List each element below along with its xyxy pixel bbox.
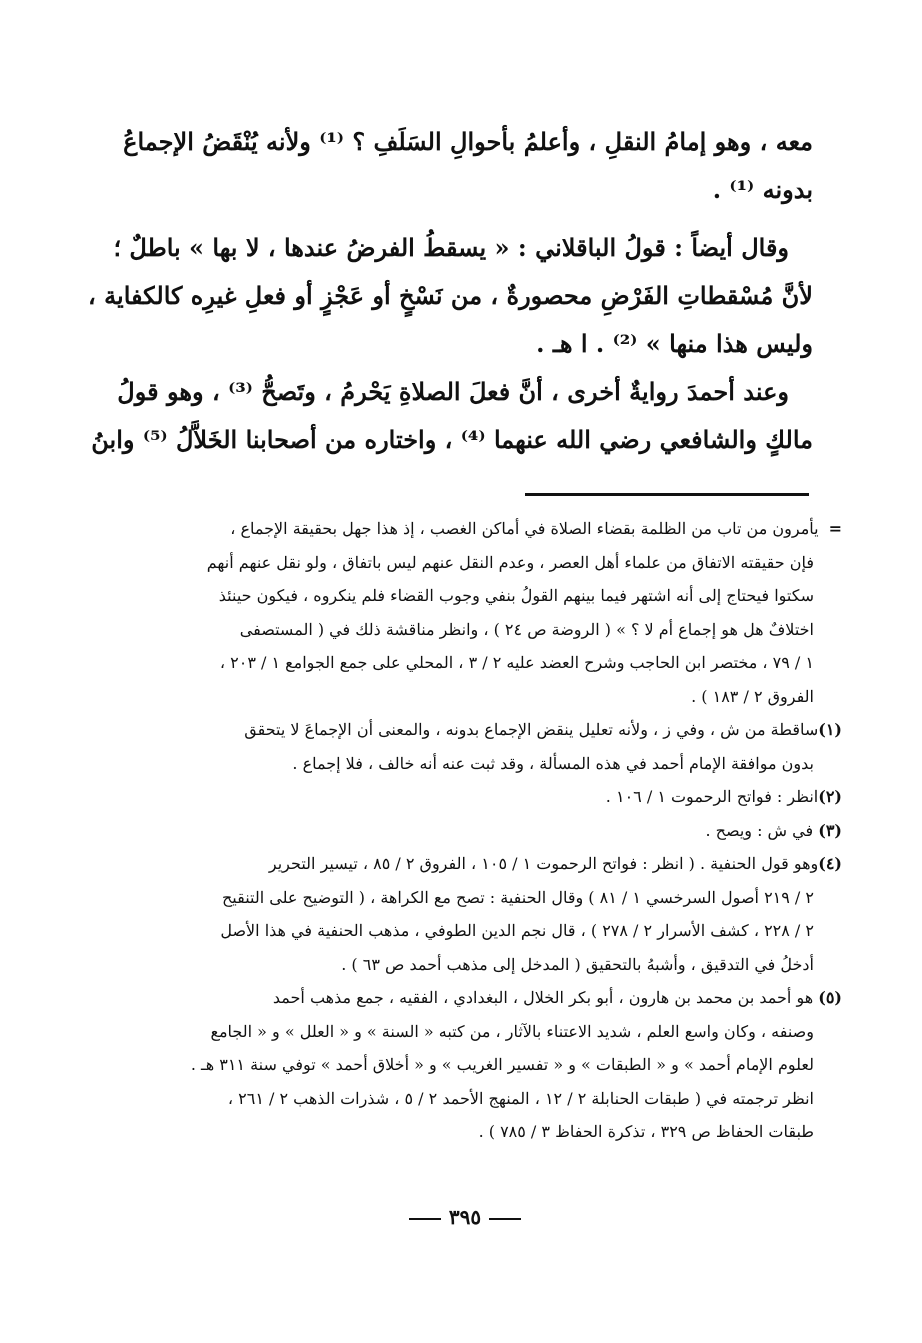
body-line: وليس هذا منها » ⁽²⁾ . ا هـ . (536, 329, 813, 358)
paragraph-2 (88, 224, 813, 368)
footnote-number: (٢) (818, 787, 842, 806)
footnote-line: (٣) في ش : ويصح . (705, 820, 842, 840)
footnote-continuation-line: ١ / ٧٩ ، مختصر ابن الحاجب وشرح العضد عليه ٢ / ٣ ، المحلي على جمع الجوامع ١ / ٢٠٣ ، (219, 653, 814, 672)
page-number (400, 1205, 530, 1229)
page-number-value: ٣٩٥ (448, 1205, 482, 1229)
footnote-continuation-line: سكتوا فيحتاج إلى أنه اشتهر فيما بينهم القولُ بنفي وجوب القضاء فلم ينكروه ، فيكون حينئذ (218, 586, 814, 605)
footnote-line: انظر ترجمته في ( طبقات الحنابلة ٢ / ١٢ ، المنهج الأحمد ٢ / ٥ ، شذرات الذهب ٢ / ٢٦١ ، (227, 1088, 814, 1108)
footnote-5 (130, 981, 842, 1149)
body-line: وقال أيضاً : قولُ الباقلاني : « يسقطُ الفرضُ عندها ، لا بها » باطلٌ ؛ (113, 233, 789, 262)
footnote-line: (٤)وهو قول الحنفية . ( انظر : فواتح الرحموت ١ / ١٠٥ ، الفروق ٢ / ٨٥ ، تيسير التحرير (268, 854, 842, 873)
footnote-1 (130, 713, 842, 780)
footnote-3 (130, 814, 842, 848)
footnote-number: (٣) (818, 820, 842, 840)
footnote-4 (130, 847, 842, 981)
footnote-line: طبقات الحفاظ ص ٣٢٩ ، تذكرة الحفاظ ٣ / ٧٨٥ ) . (478, 1122, 814, 1141)
footnote-line: (١)ساقطة من ش ، وفي ز ، ولأنه تعليل ينقض الإجماع بدونه ، والمعنى أن الإجماعَ لا يتحقق (244, 720, 842, 739)
continuation-mark: = (828, 519, 842, 538)
footnotes-section (130, 512, 842, 1149)
page-number-dash (489, 1218, 521, 1220)
body-line: بدونه ⁽¹⁾ . (712, 175, 813, 204)
footnote-number: (١) (818, 720, 842, 739)
footnote-line: لعلوم الإمام أحمد » و « الطبقات » و « تفسير الغريب » و « أخلاق أحمد » توفي سنة ٣١١ هـ . (190, 1055, 814, 1074)
paragraph-3 (91, 368, 813, 464)
body-line: لأنَّ مُسْقطاتِ الفَرْضِ محصورةٌ ، من نَسْخٍ أو عَجْزٍ أو فعلِ غيرِه كالكفاية ، (88, 281, 813, 310)
paragraph-1 (125, 118, 813, 214)
footnote-line: (٥) هو أحمد بن محمد بن هارون ، أبو بكر الخلال ، البغدادي ، الفقيه ، جمع مذهب أحمد (272, 988, 842, 1007)
footnote-continuation-line: الفروق ٢ / ١٨٣ ) . (691, 686, 814, 706)
body-line: معه ، وهو إمامُ النقلِ ، وأعلمُ بأحوالِ السَلَفِ ؟ ⁽¹⁾ ولأنه يُنْقَضُ الإجماعُ (123, 127, 813, 156)
body-line: مالكٍ والشافعي رضي الله عنهما ⁽⁴⁾ ، واختاره من أصحابنا الخَلاَّلُ ⁽⁵⁾ وابنُ (91, 425, 813, 454)
footnote-line: وصنفه ، وكان واسع العلم ، شديد الاعتناء بالآثار ، من كتبه « السنة » و « العلل » و « الجامع (210, 1021, 814, 1041)
footnote-2 (130, 780, 842, 814)
body-line: وعند أحمدَ روايةٌ أخرى ، أنَّ فعلَ الصلاةِ يَحْرمُ ، وتَصحُّ ⁽³⁾ ، وهو قولُ (117, 377, 789, 406)
footnote-continuation-line: =يأمرون من تاب من الظلمة بقضاء الصلاة في أماكن الغصب ، إذ هذا جهل بحقيقة الإجماع ، (230, 519, 842, 538)
footnote-separator (525, 493, 809, 496)
main-text (88, 118, 813, 464)
footnote-line: ٢ / ٢٢٨ ، كشف الأسرار ٢ / ٢٧٨ ) ، قال نجم الدين الطوفي ، مذهب الحنفية في هذا الأصل (220, 921, 814, 940)
footnote-line: ٢ / ٢١٩ أصول السرخسي ١ / ٨١ ) وقال الحنفية : تصح مع الكراهة ، ( التوضيح على التنقيح (221, 887, 814, 907)
footnote-line: (٢)انظر : فواتح الرحموت ١ / ١٠٦ . (605, 787, 842, 806)
page-number-dash (409, 1218, 441, 1220)
footnote-line: أدخلُ في التدقيق ، وأشبهُ بالتحقيق ( المدخل إلى مذهب أحمد ص ٦٣ ) . (341, 954, 814, 974)
footnote-continuation-line: فإن حقيقته الاتفاق من علماء أهل العصر ، وعدم النقل عنهم ليس باتفاق ، ولو نقل عنهم أنهم (206, 552, 814, 572)
footnote-continuation-line: اختلافٌ هل هو إجماع أم لا ؟ » ( الروضة ص ٢٤ ) ، وانظر مناقشة ذلك في ( المستصفى (239, 619, 814, 639)
footnote-number: (٤) (818, 854, 842, 873)
footnote-number: (٥) (818, 988, 842, 1007)
footnote-line: بدون موافقة الإمام أحمد في هذه المسألة ، وقد ثبت عنه أنه خالف ، فلا إجماع . (292, 753, 814, 773)
